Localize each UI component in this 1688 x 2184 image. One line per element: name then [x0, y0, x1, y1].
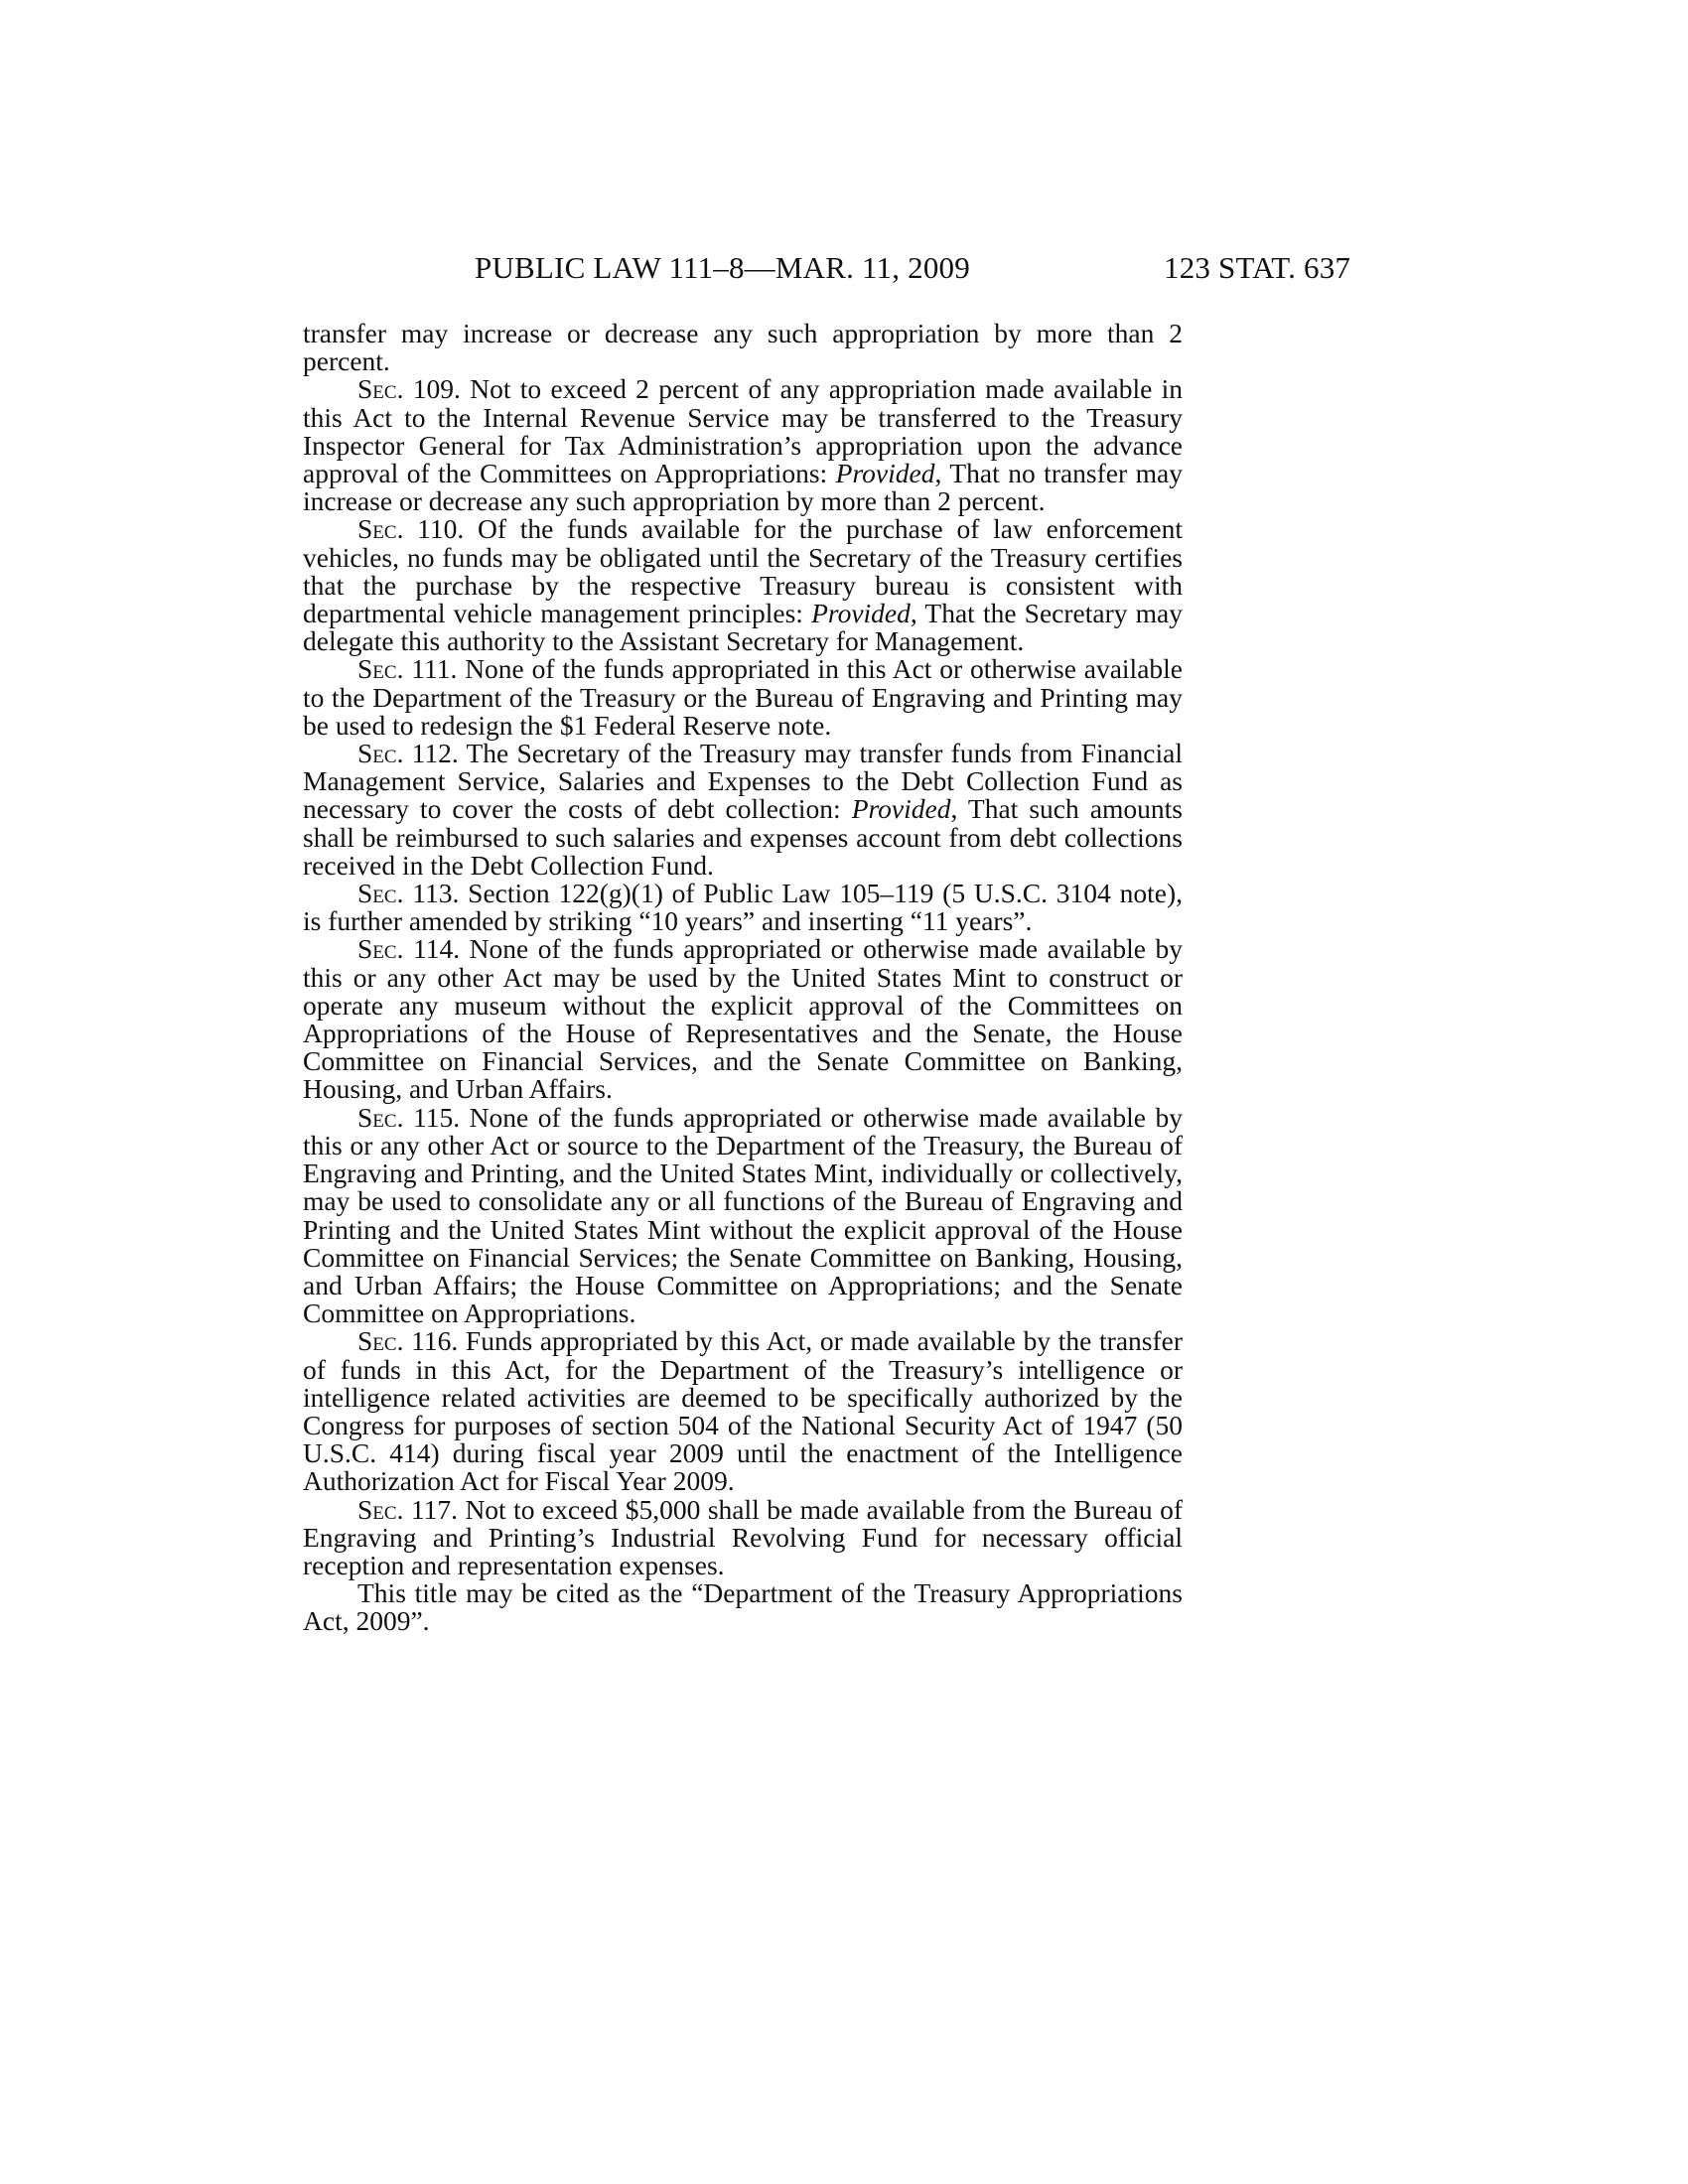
section-label: Sec. [357, 1101, 404, 1133]
section-113: Sec. 113. Section 122(g)(1) of Public Law 105–119 (5 U.S.C. 3104 note), is further amended by striking “10 years” and inserting “11 years”. [303, 878, 1183, 937]
statute-page-reference: 123 STAT. 637 [1164, 250, 1351, 285]
page-header [0, 250, 1688, 290]
section-115: Sec. 115. None of the funds appropriated or otherwise made available by this or any other Act or source to the Department of the Treasury, the Bureau of Engraving and Printing, and the United States Mint, individually or collectively, may be used to consolidate any or all functions of the Bureau of Engraving and Printing and the United States Mint without the explicit approval of the House Committee on Financial Services; the Senate Committee on Banking, Housing, and Urban Affairs; the House Committee on Appropriations; and the Senate Committee on Appropriations. [303, 1101, 1183, 1329]
running-head-title: PUBLIC LAW 111–8—MAR. 11, 2009 [475, 250, 970, 285]
section-label: Sec. [357, 1325, 404, 1357]
section-112: Sec. 112. The Secretary of the Treasury may transfer funds from Financial Management Service, Salaries and Expenses to the Debt Collection Fund as necessary to cover the costs of debt collection: Provided, That such amounts shall be reimbursed to such salaries and expenses account from debt collections received in the Debt Collection Fund. [303, 738, 1184, 881]
section-label: Sec. [357, 933, 404, 965]
section-label: Sec. [357, 373, 404, 405]
section-110: Sec. 110. Of the funds available for the purchase of law enforcement vehicles, no funds may be obligated until the Secretary of the Treasury certifies that the purchase by the respective Treasury bureau is consistent with departmental vehicle management principles: Provided, That the Secretary may delegate this authority to the Assistant Secretary for Management. [303, 513, 1183, 657]
paragraph-continuation: transfer may increase or decrease any such appropriation by more than 2 percent. [303, 318, 1183, 377]
section-109: Sec. 109. Not to exceed 2 percent of any appropriation made available in this Act to the Internal Revenue Service may be transferred to the Treasury Inspector General for Tax Administration’s appropriation upon the advance approval of the Committees on Appropriations: Provided, That no transfer may increase or decrease any such appropriation by more than 2 percent. [303, 373, 1183, 517]
section-114: Sec. 114. None of the funds appropriated or otherwise made available by this or any other Act may be used by the United States Mint to construct or operate any museum without the explicit approval of the Committees on Appropriations of the House of Representatives and the Senate, the House Committee on Financial Services, and the Senate Committee on Banking, Housing, and Urban Affairs. [303, 933, 1183, 1105]
short-title-citation: This title may be cited as the “Department of the Treasury Appropriations Act, 2009”. [303, 1577, 1183, 1637]
section-label: Sec. [357, 513, 404, 545]
section-117: Sec. 117. Not to exceed $5,000 shall be made available from the Bureau of Engraving and Printing’s Industrial Revolving Fund for necessary official reception and representation expenses. [303, 1493, 1183, 1580]
section-label: Sec. [357, 1493, 404, 1525]
section-label: Sec. [357, 653, 404, 685]
body-text [303, 320, 1183, 1636]
section-label: Sec. [357, 738, 404, 769]
section-111: Sec. 111. None of the funds appropriated in this Act or otherwise available to the Department of the Treasury or the Bureau of Engraving and Printing may be used to redesign the $1 Federal Reserve note. [303, 653, 1183, 741]
section-label: Sec. [357, 878, 404, 909]
section-116: Sec. 116. Funds appropriated by this Act, or made available by the transfer of funds in this Act, for the Department of the Treasury’s intelligence or intelligence related activities are deemed to be specifically authorized by the Congress for purposes of section 504 of the National Security Act of 1947 (50 U.S.C. 414) during fiscal year 2009 until the enactment of the Intelligence Authorization Act for Fiscal Year 2009. [303, 1325, 1183, 1497]
